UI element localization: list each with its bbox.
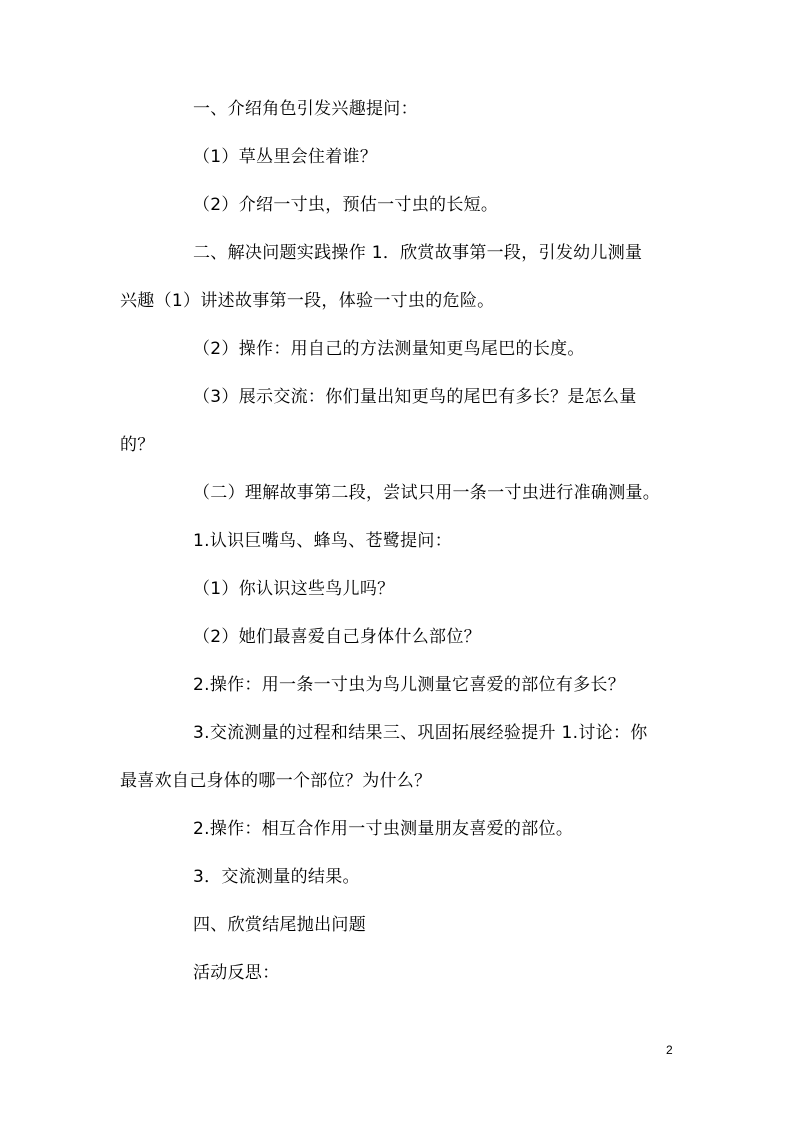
- text-line-17: 3．交流测量的结果。: [193, 867, 360, 887]
- text-line-2: （1）草丛里会住着谁？: [193, 147, 378, 167]
- text-line-18: 四、欣赏结尾抛出问题: [193, 915, 366, 935]
- text-line-13: 2.操作：用一条一寸虫为鸟儿测量它喜爱的部位有多长？: [193, 675, 626, 695]
- text-line-15: 最喜欢自己身体的哪一个部位？为什么？: [120, 771, 432, 791]
- text-line-7: （3）展示交流：你们量出知更鸟的尾巴有多长？是怎么量: [193, 387, 637, 407]
- text-line-3: （2）介绍一寸虫，预估一寸虫的长短。: [193, 195, 499, 215]
- text-line-4: 二、解决问题实践操作 1．欣赏故事第一段，引发幼儿测量: [193, 243, 643, 263]
- text-line-9: （二）理解故事第二段，尝试只用一条一寸虫进行准确测量。: [193, 483, 661, 503]
- text-line-11: （1）你认识这些鸟儿吗？: [193, 579, 395, 599]
- text-line-12: （2）她们最喜爱自己身体什么部位？: [193, 627, 481, 647]
- text-line-6: （2）操作：用自己的方法测量知更鸟尾巴的长度。: [193, 339, 585, 359]
- page-number: 2: [666, 1043, 673, 1057]
- text-line-8: 的？: [120, 435, 155, 455]
- text-line-10: 1.认识巨嘴鸟、蜂鸟、苍鹭提问：: [193, 531, 453, 551]
- text-line-1: 一、介绍角色引发兴趣提问：: [193, 99, 418, 119]
- text-line-5: 兴趣（1）讲述故事第一段，体验一寸虫的危险。: [120, 291, 495, 311]
- text-line-14: 3.交流测量的过程和结果三、巩固拓展经验提升 1.讨论：你: [193, 723, 648, 743]
- text-line-16: 2.操作：相互合作用一寸虫测量朋友喜爱的部位。: [193, 819, 574, 839]
- text-line-19: 活动反思：: [193, 963, 280, 983]
